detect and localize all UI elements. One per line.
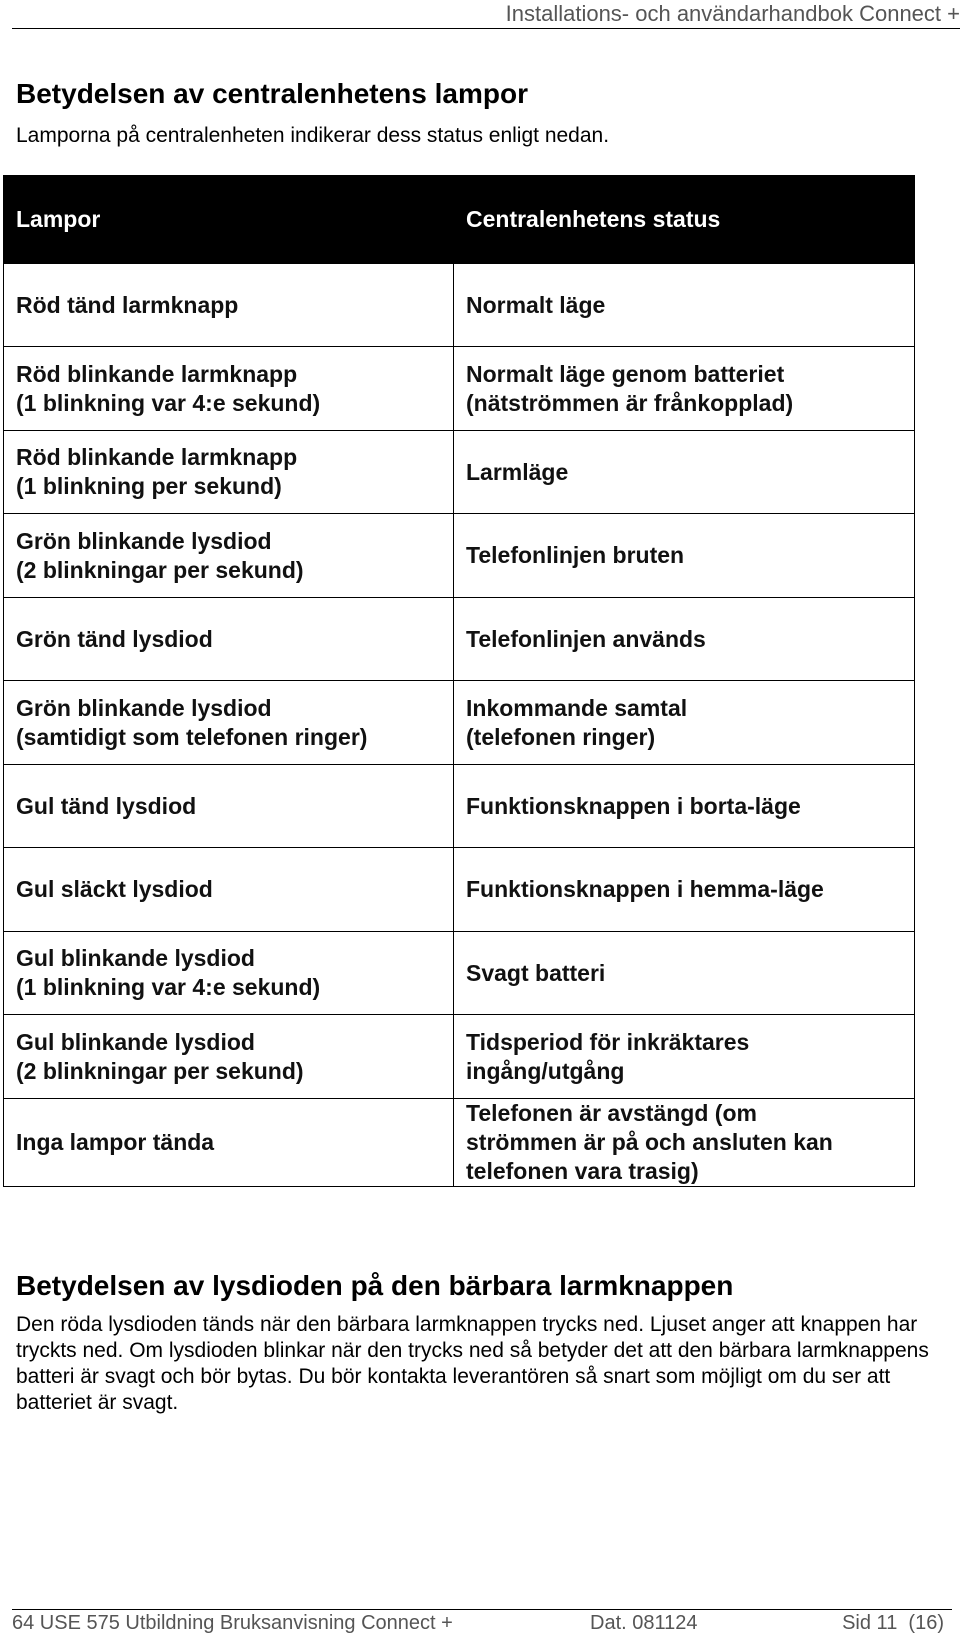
table-row — [4, 264, 915, 347]
status-cell: Telefonlinjen används — [454, 598, 915, 681]
lamp-cell: Röd blinkande larmknapp (1 blinkning var 4:e sekund) — [4, 347, 454, 431]
table-row — [4, 932, 915, 1015]
table-row — [4, 848, 915, 932]
section-body: Den röda lysdioden tänds när den bärbara larmknappen trycks ned. Ljuset anger att knappen har tryckts ned. Om lysdioden blinkar när den trycks ned så betyder det att den bärbara larmknappens batteri är svagt och bör bytas. Du bör kontakta leverantören så snart som möjligt om du ser att batteriet är svagt. — [16, 1313, 929, 1414]
status-cell: Normalt läge genom batteriet (nätströmmen är frånkopplad) — [454, 347, 915, 431]
lamp-cell: Gul blinkande lysdiod (2 blinkningar per sekund) — [4, 1015, 454, 1099]
table-row — [4, 1015, 915, 1099]
lamp-cell: Gul blinkande lysdiod (1 blinkning var 4:e sekund) — [4, 932, 454, 1015]
table-row — [4, 347, 915, 431]
lamp-cell: Gul släckt lysdiod — [4, 848, 454, 932]
section-title-lamps: Betydelsen av centralenhetens lampor — [16, 78, 528, 109]
running-header-text: Installations- och användarhandbok Connect + — [505, 1, 960, 26]
lamp-cell: Röd blinkande larmknapp (1 blinkning per sekund) — [4, 431, 454, 514]
lamp-cell: Grön blinkande lysdiod (2 blinkningar per sekund) — [4, 514, 454, 598]
page-footer — [12, 1609, 952, 1636]
table-row — [4, 431, 915, 514]
status-cell: Larmläge — [454, 431, 915, 514]
table-row — [4, 681, 915, 765]
lamp-cell: Röd tänd larmknapp — [4, 264, 454, 347]
status-cell: Funktionsknappen i hemma-läge — [454, 848, 915, 932]
status-cell: Telefonen är avstängd (om strömmen är på och ansluten kan telefonen vara trasig) — [454, 1099, 915, 1187]
table-row — [4, 514, 915, 598]
running-header — [12, 0, 960, 29]
footer-page-number: Sid 11 (16) — [842, 1612, 944, 1634]
footer-date: Dat. 081124 — [590, 1612, 698, 1634]
lamp-cell: Grön tänd lysdiod — [4, 598, 454, 681]
lamp-status-table — [3, 175, 915, 1187]
footer-document-id: 64 USE 575 Utbildning Bruksanvisning Connect + — [12, 1612, 453, 1634]
status-cell: Telefonlinjen bruten — [454, 514, 915, 598]
status-cell: Inkommande samtal (telefonen ringer) — [454, 681, 915, 765]
lamp-cell: Gul tänd lysdiod — [4, 765, 454, 848]
lamp-cell: Grön blinkande lysdiod (samtidigt som telefonen ringer) — [4, 681, 454, 765]
section-intro: Lamporna på centralenheten indikerar dess status enligt nedan. — [16, 124, 610, 147]
table-row — [4, 765, 915, 848]
table-row — [4, 1099, 915, 1187]
column-header-status: Centralenhetens status — [454, 176, 915, 264]
status-cell: Funktionsknappen i borta-läge — [454, 765, 915, 848]
column-header-lamps: Lampor — [4, 176, 454, 264]
lamp-cell: Inga lampor tända — [4, 1099, 454, 1187]
section-title-portable-button: Betydelsen av lysdioden på den bärbara larmknappen — [16, 1270, 734, 1301]
status-cell: Normalt läge — [454, 264, 915, 347]
table-header-row — [4, 176, 915, 264]
status-cell: Svagt batteri — [454, 932, 915, 1015]
table-row — [4, 598, 915, 681]
status-cell: Tidsperiod för inkräktares ingång/utgång — [454, 1015, 915, 1099]
